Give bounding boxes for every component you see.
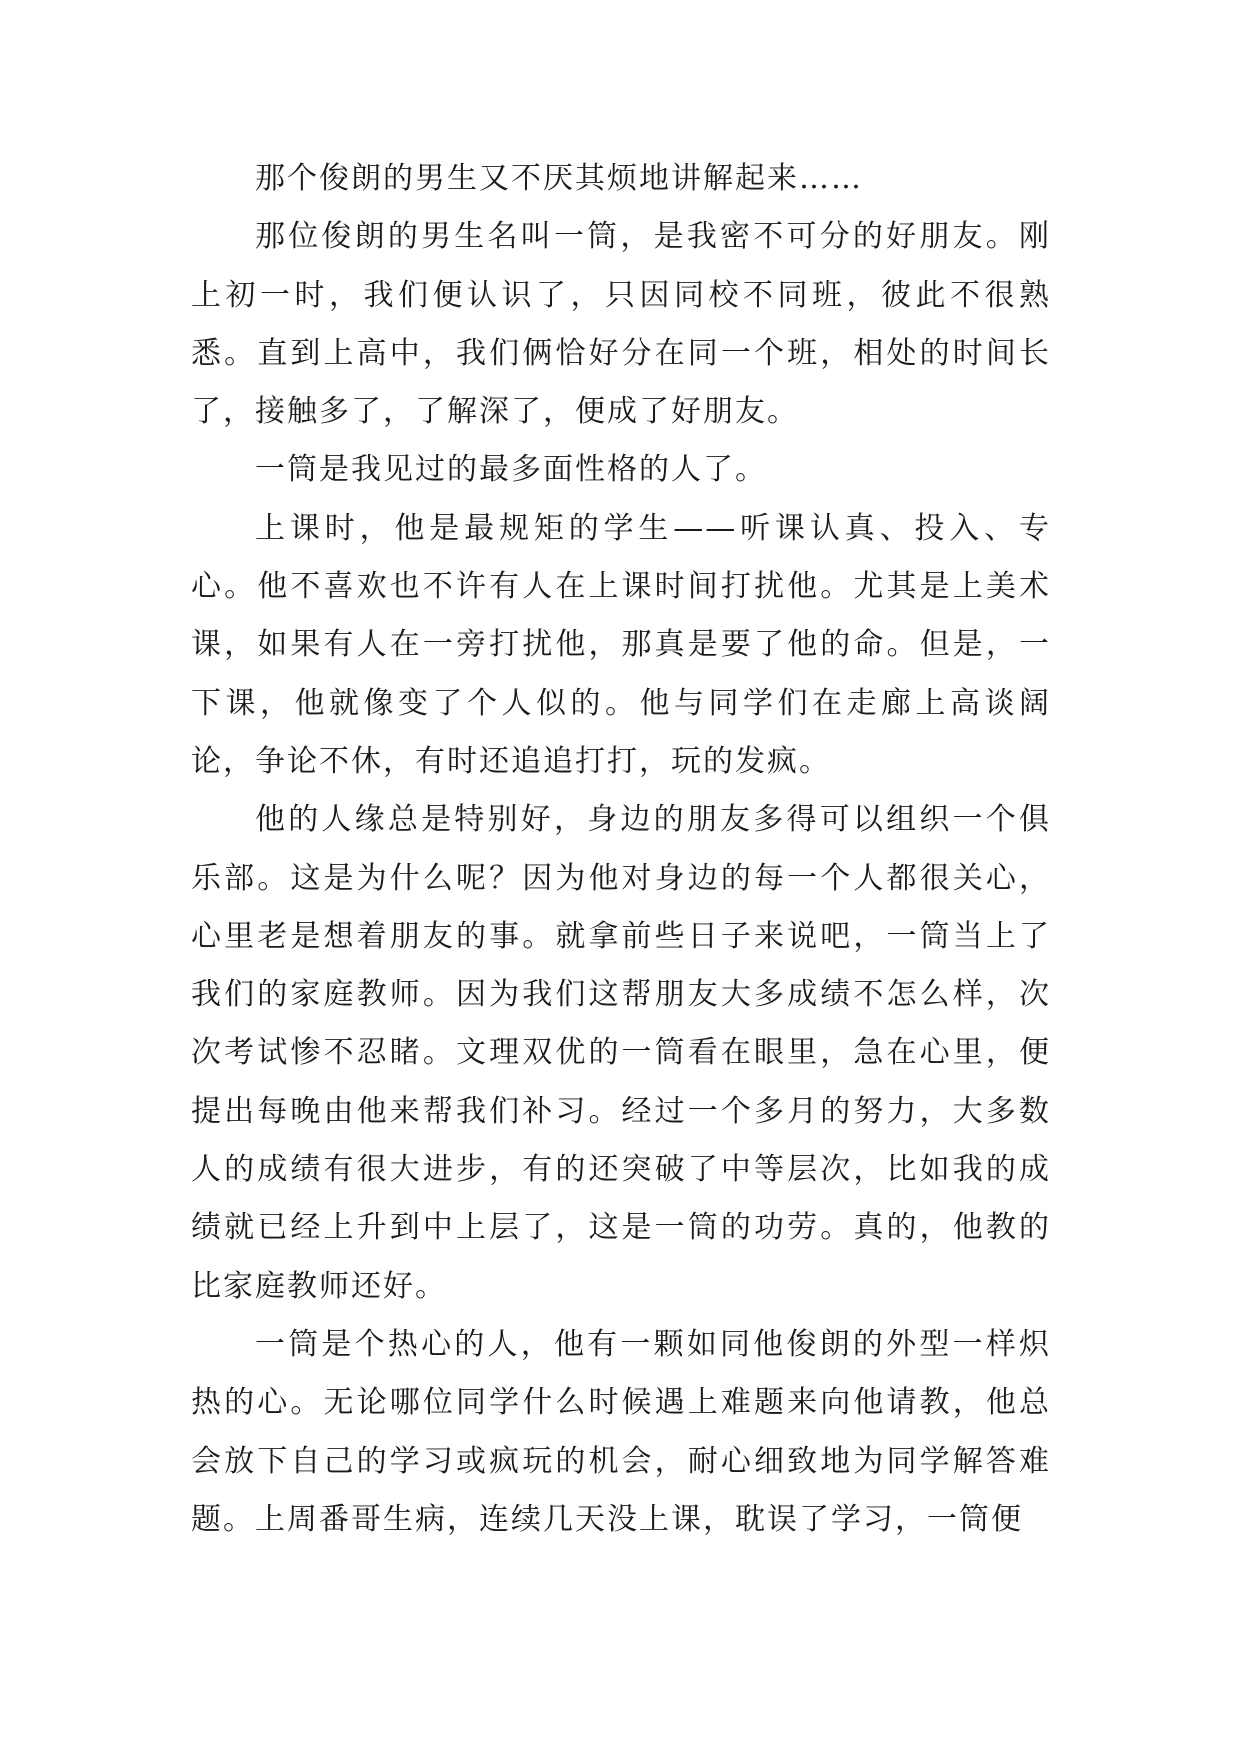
paragraph: 那位俊朗的男生名叫一筒，是我密不可分的好朋友。刚上初一时，我们便认识了，只因同校不同班，彼此不很熟悉。直到上高中，我们俩恰好分在同一个班，相处的时间长了，接触多了，了解深了，便成了好朋友。 <box>191 219 1051 430</box>
paragraph: 一筒是我见过的最多面性格的人了。 <box>255 452 767 488</box>
document-body <box>191 150 1051 1549</box>
paragraph: 那个俊朗的男生又不厌其烦地讲解起来…… <box>255 161 863 196</box>
paragraph: 上课时，他是最规矩的学生——听课认真、投入、专心。他不喜欢也不许有人在上课时间打扰他。尤其是上美术课，如果有人在一旁打扰他，那真是要了他的命。但是，一下课，他就像变了个人似的。他与同学们在走廊上高谈阔论，争论不休，有时还追追打打，玩的发疯。 <box>191 510 1051 779</box>
paragraph: 他的人缘总是特别好，身边的朋友多得可以组织一个俱乐部。这是为什么呢？因为他对身边的每一个人都很关心，心里老是想着朋友的事。就拿前些日子来说吧，一筒当上了我们的家庭教师。因为我们这帮朋友大多成绩不怎么样，次次考试惨不忍睹。文理双优的一筒看在眼里，急在心里，便提出每晚由他来帮我们补习。经过一个多月的努力，大多数人的成绩有很大进步，有的还突破了中等层次，比如我的成绩就已经上升到中上层了，这是一筒的功劳。真的，他教的比家庭教师还好。 <box>191 802 1051 1304</box>
paragraph: 一筒是个热心的人，他有一颗如同他俊朗的外型一样炽热的心。无论哪位同学什么时候遇上难题来向他请教，他总会放下自己的学习或疯玩的机会，耐心细致地为同学解答难题。上周番哥生病，连续几天没上课，耽误了学习，一筒便 <box>191 1326 1051 1537</box>
